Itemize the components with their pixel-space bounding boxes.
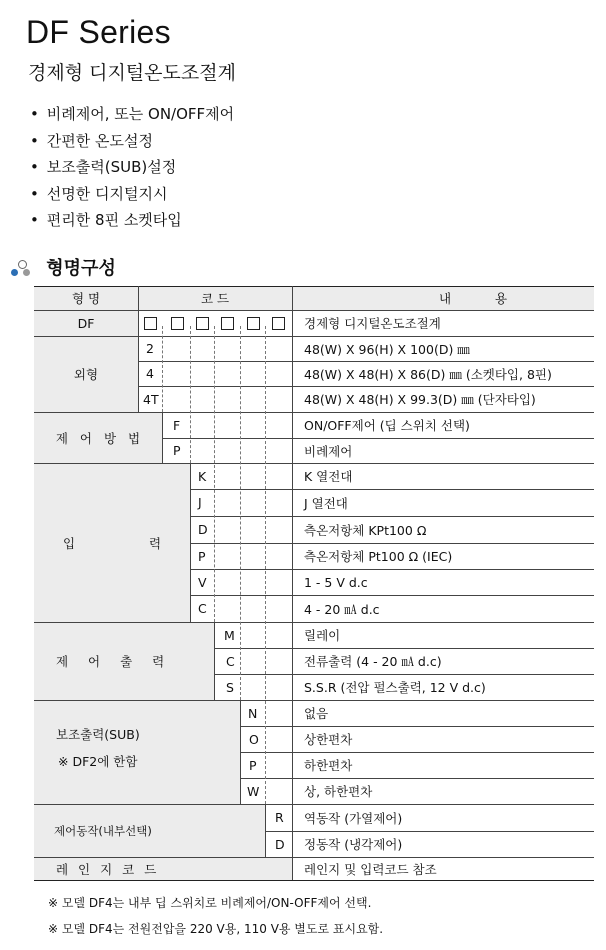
note-item: ※ 모델 DF4는 내부 딥 스위치로 비례제어/ON-OFF제어 선택. xyxy=(48,896,372,910)
model-table xyxy=(34,286,594,880)
row-sub-code: P xyxy=(249,757,257,773)
section-title: 형명구성 xyxy=(46,258,116,279)
bullet-icon: • xyxy=(30,184,39,203)
row-output-label: 제 어 출 력 xyxy=(56,654,165,669)
row-input-desc: 4 - 20 ㎃ d.c xyxy=(304,601,380,617)
row-input-code: V xyxy=(198,574,207,590)
feature-item: • 간편한 온도설정 xyxy=(30,128,234,155)
row-input-code: P xyxy=(198,548,206,564)
row-action-code: D xyxy=(275,836,285,852)
code-box xyxy=(196,317,209,330)
code-box xyxy=(221,317,234,330)
row-shape-code: 4T xyxy=(143,391,159,407)
code-box xyxy=(171,317,184,330)
row-output-desc: 전류출력 (4 - 20 ㎃ d.c) xyxy=(304,654,442,669)
row-shape-code: 4 xyxy=(146,366,154,381)
bullet-icon: • xyxy=(30,105,39,123)
row-control-label: 제 어 방 법 xyxy=(55,430,141,446)
row-action-desc: 정동작 (냉각제어) xyxy=(304,837,403,852)
section-heading xyxy=(10,254,116,280)
code-box xyxy=(247,317,260,330)
row-input-desc: 측온저항체 Pt100 Ω (IEC) xyxy=(304,549,453,564)
row-output-code: C xyxy=(226,653,235,669)
row-input-code: C xyxy=(198,601,207,616)
row-shape-desc: 48(W) X 48(H) X 99.3(D) ㎜ (단자타입) xyxy=(304,392,536,407)
row-range-label: 레 인 지 코 드 xyxy=(56,861,157,877)
row-input-desc: 측온저항체 KPt100 Ω xyxy=(304,522,427,538)
row-action-label: 제어동작(내부선택) xyxy=(54,823,152,838)
row-control-desc: 비례제어 xyxy=(304,443,353,459)
notes xyxy=(48,890,383,942)
row-sub-code: N xyxy=(248,705,258,721)
row-sub-desc: 상한편차 xyxy=(304,732,353,747)
row-control-code: F xyxy=(173,417,181,433)
row-shape-desc: 48(W) X 96(H) X 100(D) ㎜ xyxy=(304,341,470,357)
row-control-code: P xyxy=(173,443,181,458)
bullet-icon: • xyxy=(30,211,39,229)
row-input-label: 입 력 xyxy=(62,535,162,551)
bullet-icon: • xyxy=(30,131,39,150)
row-sub-desc: 상, 하한편차 xyxy=(304,784,373,799)
row-input-code: K xyxy=(198,468,207,484)
note-item: ※ 모델 DF4는 전원전압을 220 V용, 110 V용 별도로 표시요함. xyxy=(48,922,384,936)
row-shape-desc: 48(W) X 48(H) X 86(D) ㎜ (소켓타입, 8핀) xyxy=(304,366,552,382)
circles-icon xyxy=(10,260,40,278)
row-range-desc: 레인지 및 입력코드 참조 xyxy=(304,861,437,877)
header-content: 내 용 xyxy=(438,291,508,306)
page-title: DF Series xyxy=(26,14,171,50)
row-df-label: DF xyxy=(77,315,95,331)
row-df-desc: 경제형 디지털온도조절계 xyxy=(304,316,441,331)
feature-item: • 보조출력(SUB)설정 xyxy=(30,154,234,181)
row-sub-desc: 없음 xyxy=(304,706,329,721)
row-output-desc: S.S.R (전압 펄스출력, 12 V d.c) xyxy=(304,680,486,695)
row-output-code: M xyxy=(224,627,235,643)
feature-list xyxy=(30,101,234,234)
row-input-desc: 1 - 5 V d.c xyxy=(304,574,368,590)
row-control-desc: ON/OFF제어 (딥 스위치 선택) xyxy=(304,418,470,433)
row-shape-label: 외형 xyxy=(73,367,99,382)
row-sub-note: ※ DF2에 한함 xyxy=(58,754,138,769)
row-input-desc: K 열전대 xyxy=(304,469,353,484)
row-sub-desc: 하한편차 xyxy=(304,758,353,773)
code-box xyxy=(144,317,157,330)
row-action-code: R xyxy=(275,810,284,825)
page-subtitle: 경제형 디지털온도조절계 xyxy=(28,62,236,84)
bullet-icon: • xyxy=(30,158,39,176)
feature-item: • 비례제어, 또는 ON/OFF제어 xyxy=(30,101,234,128)
header-model: 형 명 xyxy=(71,291,101,306)
row-sub-code: W xyxy=(247,783,260,799)
row-output-code: S xyxy=(226,679,234,695)
row-sub-label: 보조출력(SUB) xyxy=(56,727,140,742)
row-output-desc: 릴레이 xyxy=(304,628,341,643)
feature-item: • 편리한 8핀 소켓타입 xyxy=(30,207,234,234)
row-input-desc: J 열전대 xyxy=(304,495,348,511)
row-input-code: D xyxy=(198,522,208,537)
row-action-desc: 역동작 (가열제어) xyxy=(304,810,403,826)
feature-item: • 선명한 디지털지시 xyxy=(30,181,234,208)
header-code: 코 드 xyxy=(200,291,230,306)
row-input-code: J xyxy=(198,495,202,510)
row-shape-code: 2 xyxy=(146,341,154,356)
code-box xyxy=(272,317,285,330)
row-sub-code: O xyxy=(249,731,259,747)
